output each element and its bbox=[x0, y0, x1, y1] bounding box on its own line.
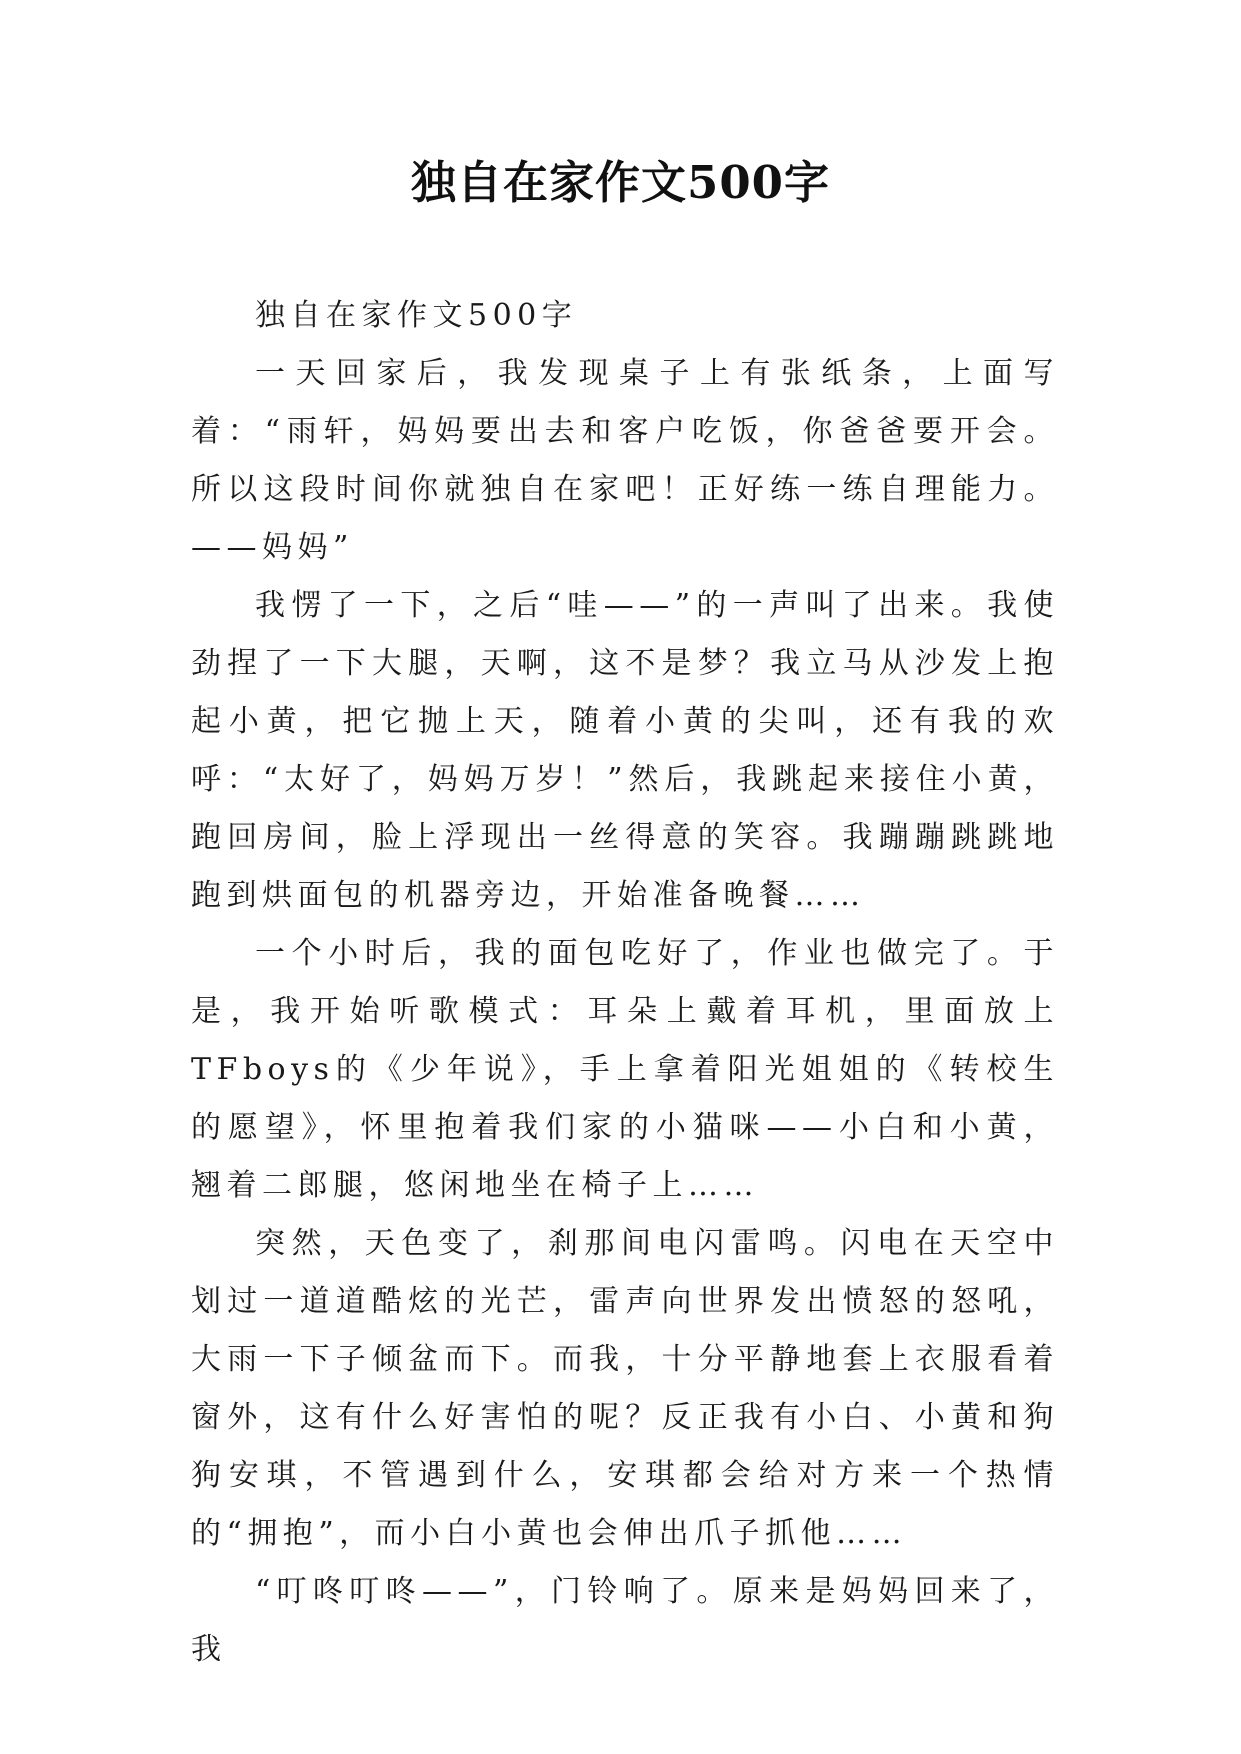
paragraph: 突然，天色变了，刹那间电闪雷鸣。闪电在天空中划过一道道酷炫的光芒，雷声向世界发出愤怒的怒吼，大雨一下子倾盆而下。而我，十分平静地套上衣服看着窗外，这有什么好害怕的呢？反正我有小白、小黄和狗狗安琪，不管遇到什么，安琪都会给对方来一个热情的“拥抱”，而小白小黄也会伸出爪子抓他…… bbox=[191, 1226, 1059, 1551]
document-title: 独自在家作文500字 bbox=[411, 156, 830, 209]
document-body bbox=[191, 287, 1059, 1679]
paragraph: “叮咚叮咚——”，门铃响了。原来是妈妈回来了，我 bbox=[191, 1574, 1059, 1667]
paragraph-subtitle: 独自在家作文500字 bbox=[255, 298, 578, 333]
paragraph: 一天回家后，我发现桌子上有张纸条，上面写着：“雨轩，妈妈要出去和客户吃饭，你爸爸要开会。所以这段时间你就独自在家吧！正好练一练自理能力。——妈妈” bbox=[191, 356, 1059, 565]
paragraph: 我愣了一下，之后“哇——”的一声叫了出来。我使劲捏了一下大腿，天啊，这不是梦？我立马从沙发上抱起小黄，把它抛上天，随着小黄的尖叫，还有我的欢呼：“太好了，妈妈万岁！”然后，我跳起来接住小黄，跑回房间，脸上浮现出一丝得意的笑容。我蹦蹦跳跳地跑到烘面包的机器旁边，开始准备晚餐…… bbox=[191, 588, 1059, 913]
paragraph: 一个小时后，我的面包吃好了，作业也做完了。于是，我开始听歌模式：耳朵上戴着耳机，里面放上TFboys的《少年说》，手上拿着阳光姐姐的《转校生的愿望》，怀里抱着我们家的小猫咪——小白和小黄，翘着二郎腿，悠闲地坐在椅子上…… bbox=[191, 936, 1059, 1203]
